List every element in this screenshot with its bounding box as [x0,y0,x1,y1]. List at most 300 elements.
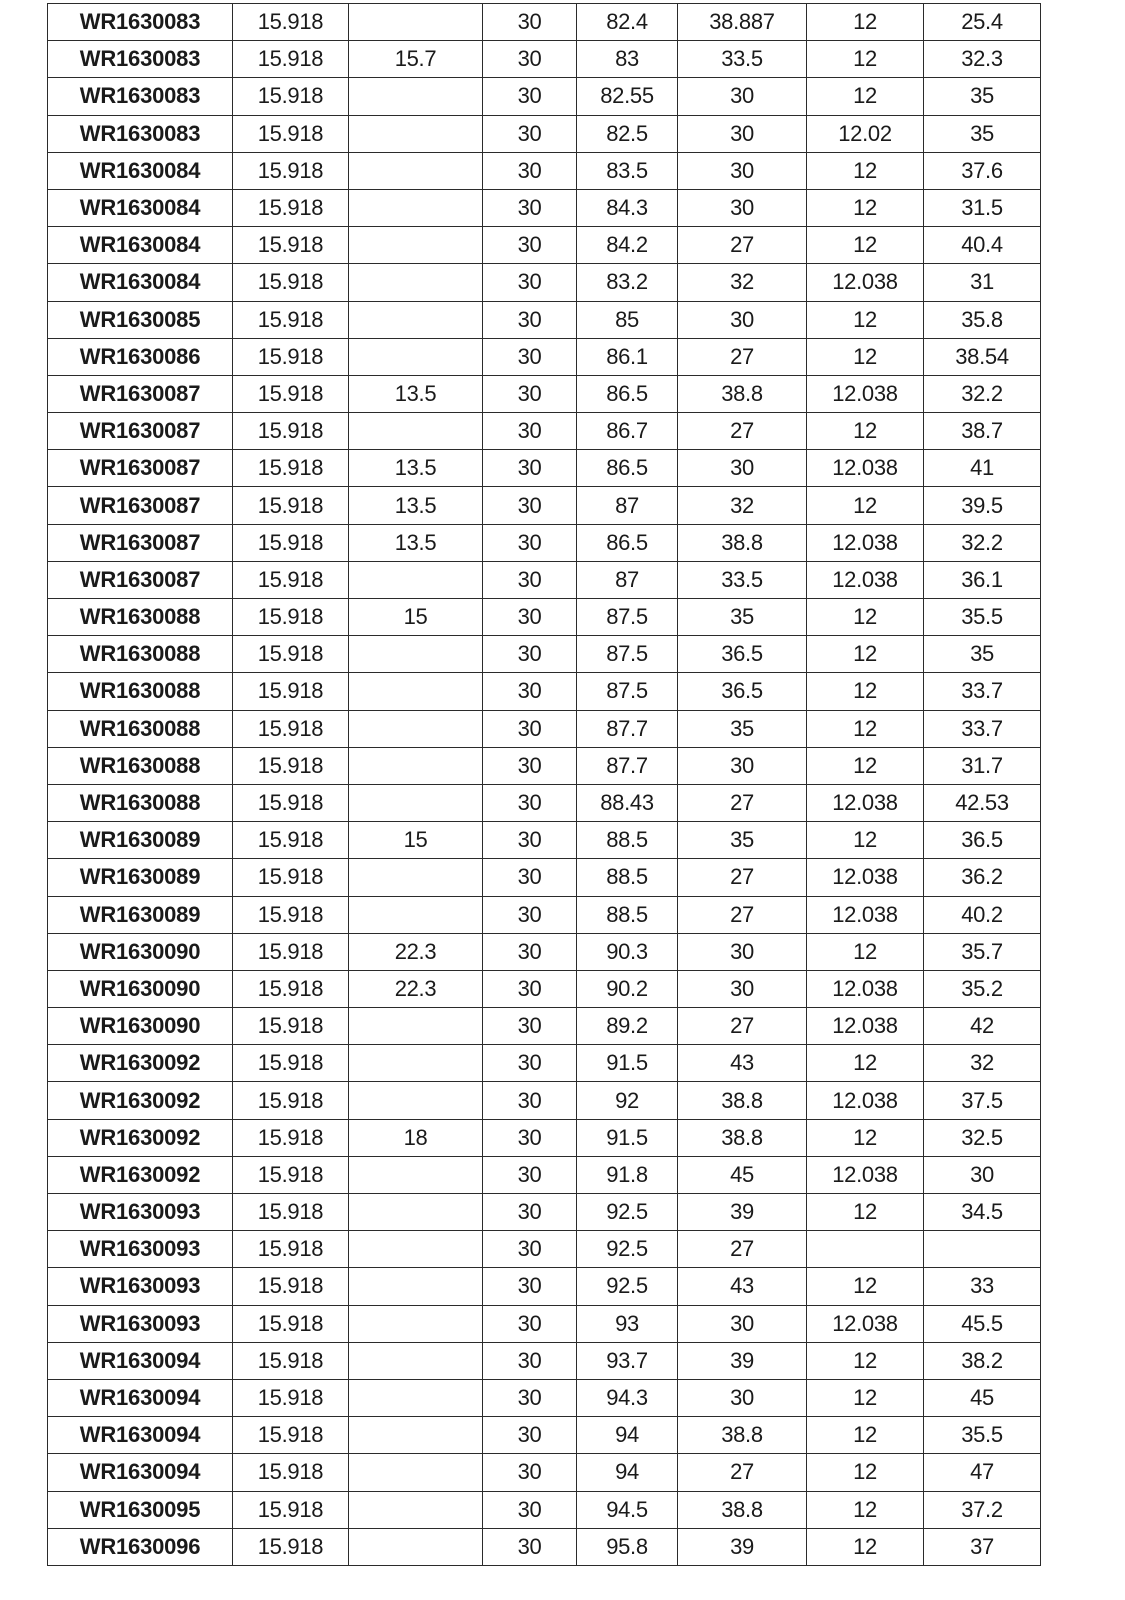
value-cell: 12.038 [807,450,924,487]
table-row [48,1194,1041,1231]
value-cell: 82.55 [577,78,678,115]
value-cell: 15.918 [233,413,349,450]
value-cell: 12 [807,487,924,524]
table-row [48,227,1041,264]
value-cell: 12 [807,747,924,784]
value-cell: 95.8 [577,1528,678,1565]
value-cell: 42 [924,1008,1041,1045]
value-cell: 87.5 [577,673,678,710]
value-cell: 15.918 [233,487,349,524]
value-cell: 30 [483,599,577,636]
value-cell: 15.918 [233,41,349,78]
value-cell [349,710,483,747]
value-cell: 43 [678,1268,807,1305]
value-cell: 15.918 [233,450,349,487]
value-cell: 15 [349,599,483,636]
value-cell: 12 [807,710,924,747]
table-body [48,4,1041,1566]
value-cell: 15.918 [233,970,349,1007]
value-cell: 32 [678,487,807,524]
value-cell: 32 [924,1045,1041,1082]
value-cell: 90.3 [577,933,678,970]
value-cell: 30 [483,78,577,115]
value-cell: 83.2 [577,264,678,301]
value-cell: 18 [349,1119,483,1156]
value-cell: 83 [577,41,678,78]
value-cell: 30 [483,1528,577,1565]
value-cell: 30 [678,1379,807,1416]
value-cell [349,1342,483,1379]
value-cell: 92 [577,1082,678,1119]
value-cell: 30 [483,933,577,970]
value-cell: 32.5 [924,1119,1041,1156]
table-row [48,636,1041,673]
value-cell: 35.8 [924,301,1041,338]
table-row [48,859,1041,896]
data-table [47,3,1041,1566]
value-cell [807,1231,924,1268]
id-cell: WR1630087 [48,375,233,412]
value-cell: 30 [483,822,577,859]
value-cell [349,1194,483,1231]
value-cell: 30 [483,1268,577,1305]
value-cell: 93.7 [577,1342,678,1379]
value-cell: 15.918 [233,1045,349,1082]
id-cell: WR1630090 [48,933,233,970]
value-cell: 15.918 [233,747,349,784]
value-cell: 27 [678,413,807,450]
value-cell: 12 [807,189,924,226]
value-cell [349,1491,483,1528]
value-cell: 32.3 [924,41,1041,78]
value-cell: 86.5 [577,450,678,487]
value-cell: 15.918 [233,822,349,859]
id-cell: WR1630093 [48,1305,233,1342]
id-cell: WR1630087 [48,413,233,450]
value-cell: 36.5 [924,822,1041,859]
value-cell: 15.918 [233,636,349,673]
table-row [48,301,1041,338]
value-cell: 30 [483,784,577,821]
value-cell: 13.5 [349,450,483,487]
id-cell: WR1630094 [48,1379,233,1416]
value-cell: 12.038 [807,524,924,561]
value-cell: 12 [807,933,924,970]
value-cell: 12.038 [807,1305,924,1342]
value-cell: 15.918 [233,1417,349,1454]
value-cell [349,301,483,338]
id-cell: WR1630093 [48,1268,233,1305]
value-cell: 92.5 [577,1268,678,1305]
value-cell [349,859,483,896]
value-cell: 92.5 [577,1231,678,1268]
value-cell: 30 [678,747,807,784]
id-cell: WR1630086 [48,338,233,375]
value-cell: 15.918 [233,1119,349,1156]
value-cell: 35.2 [924,970,1041,1007]
value-cell: 15.7 [349,41,483,78]
value-cell: 30 [678,970,807,1007]
value-cell: 30 [483,413,577,450]
value-cell: 12 [807,1454,924,1491]
value-cell [349,189,483,226]
value-cell: 35 [924,78,1041,115]
id-cell: WR1630094 [48,1417,233,1454]
value-cell: 33.5 [678,41,807,78]
value-cell: 84.3 [577,189,678,226]
value-cell: 27 [678,227,807,264]
value-cell: 15.918 [233,524,349,561]
value-cell: 91.5 [577,1119,678,1156]
value-cell: 12 [807,78,924,115]
value-cell: 39 [678,1528,807,1565]
value-cell: 38.8 [678,524,807,561]
value-cell: 37 [924,1528,1041,1565]
id-cell: WR1630084 [48,189,233,226]
value-cell [924,1231,1041,1268]
table-row [48,1491,1041,1528]
id-cell: WR1630083 [48,115,233,152]
table-row [48,1305,1041,1342]
value-cell [349,78,483,115]
value-cell: 12 [807,41,924,78]
value-cell: 27 [678,1231,807,1268]
value-cell: 30 [483,896,577,933]
value-cell: 34.5 [924,1194,1041,1231]
table-row [48,710,1041,747]
value-cell: 12.02 [807,115,924,152]
value-cell [349,747,483,784]
table-row [48,599,1041,636]
value-cell: 33 [924,1268,1041,1305]
id-cell: WR1630090 [48,970,233,1007]
id-cell: WR1630085 [48,301,233,338]
table-row [48,4,1041,41]
value-cell: 30 [483,1305,577,1342]
value-cell: 12 [807,1379,924,1416]
value-cell: 30 [483,859,577,896]
value-cell [349,1082,483,1119]
value-cell: 15.918 [233,710,349,747]
value-cell: 38.2 [924,1342,1041,1379]
value-cell [349,1379,483,1416]
value-cell: 84.2 [577,227,678,264]
value-cell: 30 [483,673,577,710]
value-cell: 30 [483,375,577,412]
value-cell: 36.5 [678,636,807,673]
value-cell: 13.5 [349,375,483,412]
value-cell [349,1528,483,1565]
value-cell: 88.5 [577,896,678,933]
value-cell: 30 [483,524,577,561]
table-row [48,970,1041,1007]
table-row [48,450,1041,487]
value-cell: 39.5 [924,487,1041,524]
value-cell [349,152,483,189]
value-cell: 27 [678,859,807,896]
value-cell: 12 [807,4,924,41]
id-cell: WR1630084 [48,227,233,264]
table-row [48,1008,1041,1045]
value-cell [349,4,483,41]
value-cell: 30 [483,189,577,226]
value-cell: 15.918 [233,1231,349,1268]
value-cell: 35 [678,822,807,859]
value-cell: 30 [483,338,577,375]
id-cell: WR1630095 [48,1491,233,1528]
value-cell: 30 [483,264,577,301]
table-row [48,189,1041,226]
value-cell: 15.918 [233,152,349,189]
value-cell: 15.918 [233,115,349,152]
value-cell: 33.7 [924,673,1041,710]
value-cell: 15.918 [233,599,349,636]
value-cell: 90.2 [577,970,678,1007]
value-cell: 30 [678,115,807,152]
value-cell: 35 [924,636,1041,673]
value-cell: 86.5 [577,375,678,412]
table-row [48,1119,1041,1156]
value-cell: 12 [807,227,924,264]
value-cell: 30 [483,301,577,338]
value-cell: 15.918 [233,1379,349,1416]
value-cell: 30 [483,227,577,264]
value-cell: 30 [678,152,807,189]
value-cell: 30 [483,561,577,598]
value-cell: 30 [483,970,577,1007]
value-cell: 30 [483,41,577,78]
value-cell: 36.2 [924,859,1041,896]
data-sheet [47,3,1041,1566]
value-cell: 31 [924,264,1041,301]
table-row [48,1156,1041,1193]
value-cell: 13.5 [349,524,483,561]
value-cell: 22.3 [349,933,483,970]
id-cell: WR1630083 [48,4,233,41]
value-cell: 15.918 [233,301,349,338]
table-row [48,152,1041,189]
id-cell: WR1630088 [48,784,233,821]
id-cell: WR1630092 [48,1119,233,1156]
value-cell: 30 [678,78,807,115]
value-cell: 15.918 [233,1008,349,1045]
value-cell: 32.2 [924,375,1041,412]
value-cell: 15.918 [233,1528,349,1565]
table-row [48,822,1041,859]
value-cell: 15.918 [233,1082,349,1119]
value-cell: 88.5 [577,859,678,896]
value-cell: 12 [807,1045,924,1082]
id-cell: WR1630087 [48,450,233,487]
value-cell: 47 [924,1454,1041,1491]
value-cell: 94 [577,1417,678,1454]
table-row [48,524,1041,561]
value-cell: 85 [577,301,678,338]
value-cell: 87.7 [577,710,678,747]
id-cell: WR1630083 [48,41,233,78]
value-cell: 15.918 [233,561,349,598]
value-cell: 35.7 [924,933,1041,970]
value-cell: 12 [807,301,924,338]
value-cell: 15.918 [233,375,349,412]
value-cell: 15.918 [233,338,349,375]
value-cell: 30 [483,747,577,784]
id-cell: WR1630088 [48,636,233,673]
value-cell: 33.7 [924,710,1041,747]
table-row [48,1379,1041,1416]
id-cell: WR1630092 [48,1082,233,1119]
value-cell: 37.5 [924,1082,1041,1119]
table-row [48,264,1041,301]
value-cell: 12.038 [807,896,924,933]
value-cell [349,338,483,375]
value-cell: 43 [678,1045,807,1082]
value-cell: 25.4 [924,4,1041,41]
table-row [48,1454,1041,1491]
value-cell: 30 [483,450,577,487]
value-cell: 30 [483,1082,577,1119]
value-cell: 12 [807,636,924,673]
value-cell: 30 [678,933,807,970]
value-cell: 27 [678,338,807,375]
value-cell: 89.2 [577,1008,678,1045]
value-cell: 30 [483,1342,577,1379]
value-cell [349,115,483,152]
value-cell [349,784,483,821]
value-cell: 30 [483,1156,577,1193]
value-cell: 37.2 [924,1491,1041,1528]
value-cell: 31.5 [924,189,1041,226]
value-cell: 12.038 [807,1082,924,1119]
value-cell: 15.918 [233,1342,349,1379]
value-cell: 12.038 [807,561,924,598]
id-cell: WR1630089 [48,859,233,896]
value-cell: 15.918 [233,896,349,933]
value-cell: 30 [678,189,807,226]
table-row [48,933,1041,970]
value-cell: 12.038 [807,1156,924,1193]
value-cell: 86.1 [577,338,678,375]
value-cell: 87.5 [577,599,678,636]
value-cell [349,1454,483,1491]
id-cell: WR1630093 [48,1194,233,1231]
value-cell: 12 [807,1268,924,1305]
value-cell: 12.038 [807,859,924,896]
value-cell: 40.4 [924,227,1041,264]
value-cell: 38.54 [924,338,1041,375]
value-cell: 94 [577,1454,678,1491]
value-cell: 45 [924,1379,1041,1416]
value-cell: 38.8 [678,1491,807,1528]
id-cell: WR1630090 [48,1008,233,1045]
value-cell: 32 [678,264,807,301]
value-cell: 15.918 [233,1491,349,1528]
value-cell [349,1231,483,1268]
value-cell [349,561,483,598]
value-cell: 45 [678,1156,807,1193]
table-row [48,1342,1041,1379]
id-cell: WR1630093 [48,1231,233,1268]
id-cell: WR1630088 [48,673,233,710]
id-cell: WR1630084 [48,264,233,301]
value-cell: 91.5 [577,1045,678,1082]
value-cell: 45.5 [924,1305,1041,1342]
value-cell: 30 [924,1156,1041,1193]
id-cell: WR1630094 [48,1454,233,1491]
value-cell: 15.918 [233,1454,349,1491]
value-cell: 94.5 [577,1491,678,1528]
value-cell: 12.038 [807,784,924,821]
value-cell: 30 [483,1045,577,1082]
value-cell [349,413,483,450]
value-cell: 12 [807,152,924,189]
value-cell: 30 [483,487,577,524]
value-cell [349,1417,483,1454]
value-cell: 22.3 [349,970,483,1007]
table-row [48,673,1041,710]
value-cell: 88.5 [577,822,678,859]
value-cell: 87 [577,487,678,524]
value-cell: 15.918 [233,4,349,41]
value-cell: 30 [678,450,807,487]
value-cell: 88.43 [577,784,678,821]
value-cell: 37.6 [924,152,1041,189]
value-cell: 15.918 [233,859,349,896]
table-row [48,561,1041,598]
value-cell: 91.8 [577,1156,678,1193]
value-cell: 12 [807,1491,924,1528]
id-cell: WR1630089 [48,896,233,933]
value-cell: 35 [678,599,807,636]
id-cell: WR1630088 [48,599,233,636]
value-cell: 86.5 [577,524,678,561]
value-cell: 30 [483,4,577,41]
value-cell: 27 [678,896,807,933]
value-cell: 94.3 [577,1379,678,1416]
id-cell: WR1630083 [48,78,233,115]
value-cell: 41 [924,450,1041,487]
id-cell: WR1630088 [48,710,233,747]
table-row [48,896,1041,933]
id-cell: WR1630087 [48,487,233,524]
value-cell: 27 [678,1454,807,1491]
value-cell: 38.8 [678,1417,807,1454]
value-cell: 33.5 [678,561,807,598]
value-cell [349,1008,483,1045]
value-cell: 30 [483,1491,577,1528]
value-cell: 30 [483,1194,577,1231]
value-cell: 42.53 [924,784,1041,821]
value-cell: 30 [678,1305,807,1342]
value-cell: 15 [349,822,483,859]
value-cell: 38.7 [924,413,1041,450]
value-cell [349,1045,483,1082]
value-cell [349,636,483,673]
table-row [48,78,1041,115]
value-cell: 12 [807,1194,924,1231]
value-cell: 92.5 [577,1194,678,1231]
value-cell: 87.5 [577,636,678,673]
value-cell: 32.2 [924,524,1041,561]
value-cell: 93 [577,1305,678,1342]
table-row [48,1231,1041,1268]
value-cell: 83.5 [577,152,678,189]
value-cell: 30 [483,1379,577,1416]
value-cell: 30 [483,636,577,673]
value-cell: 87.7 [577,747,678,784]
value-cell [349,1156,483,1193]
value-cell: 30 [678,301,807,338]
